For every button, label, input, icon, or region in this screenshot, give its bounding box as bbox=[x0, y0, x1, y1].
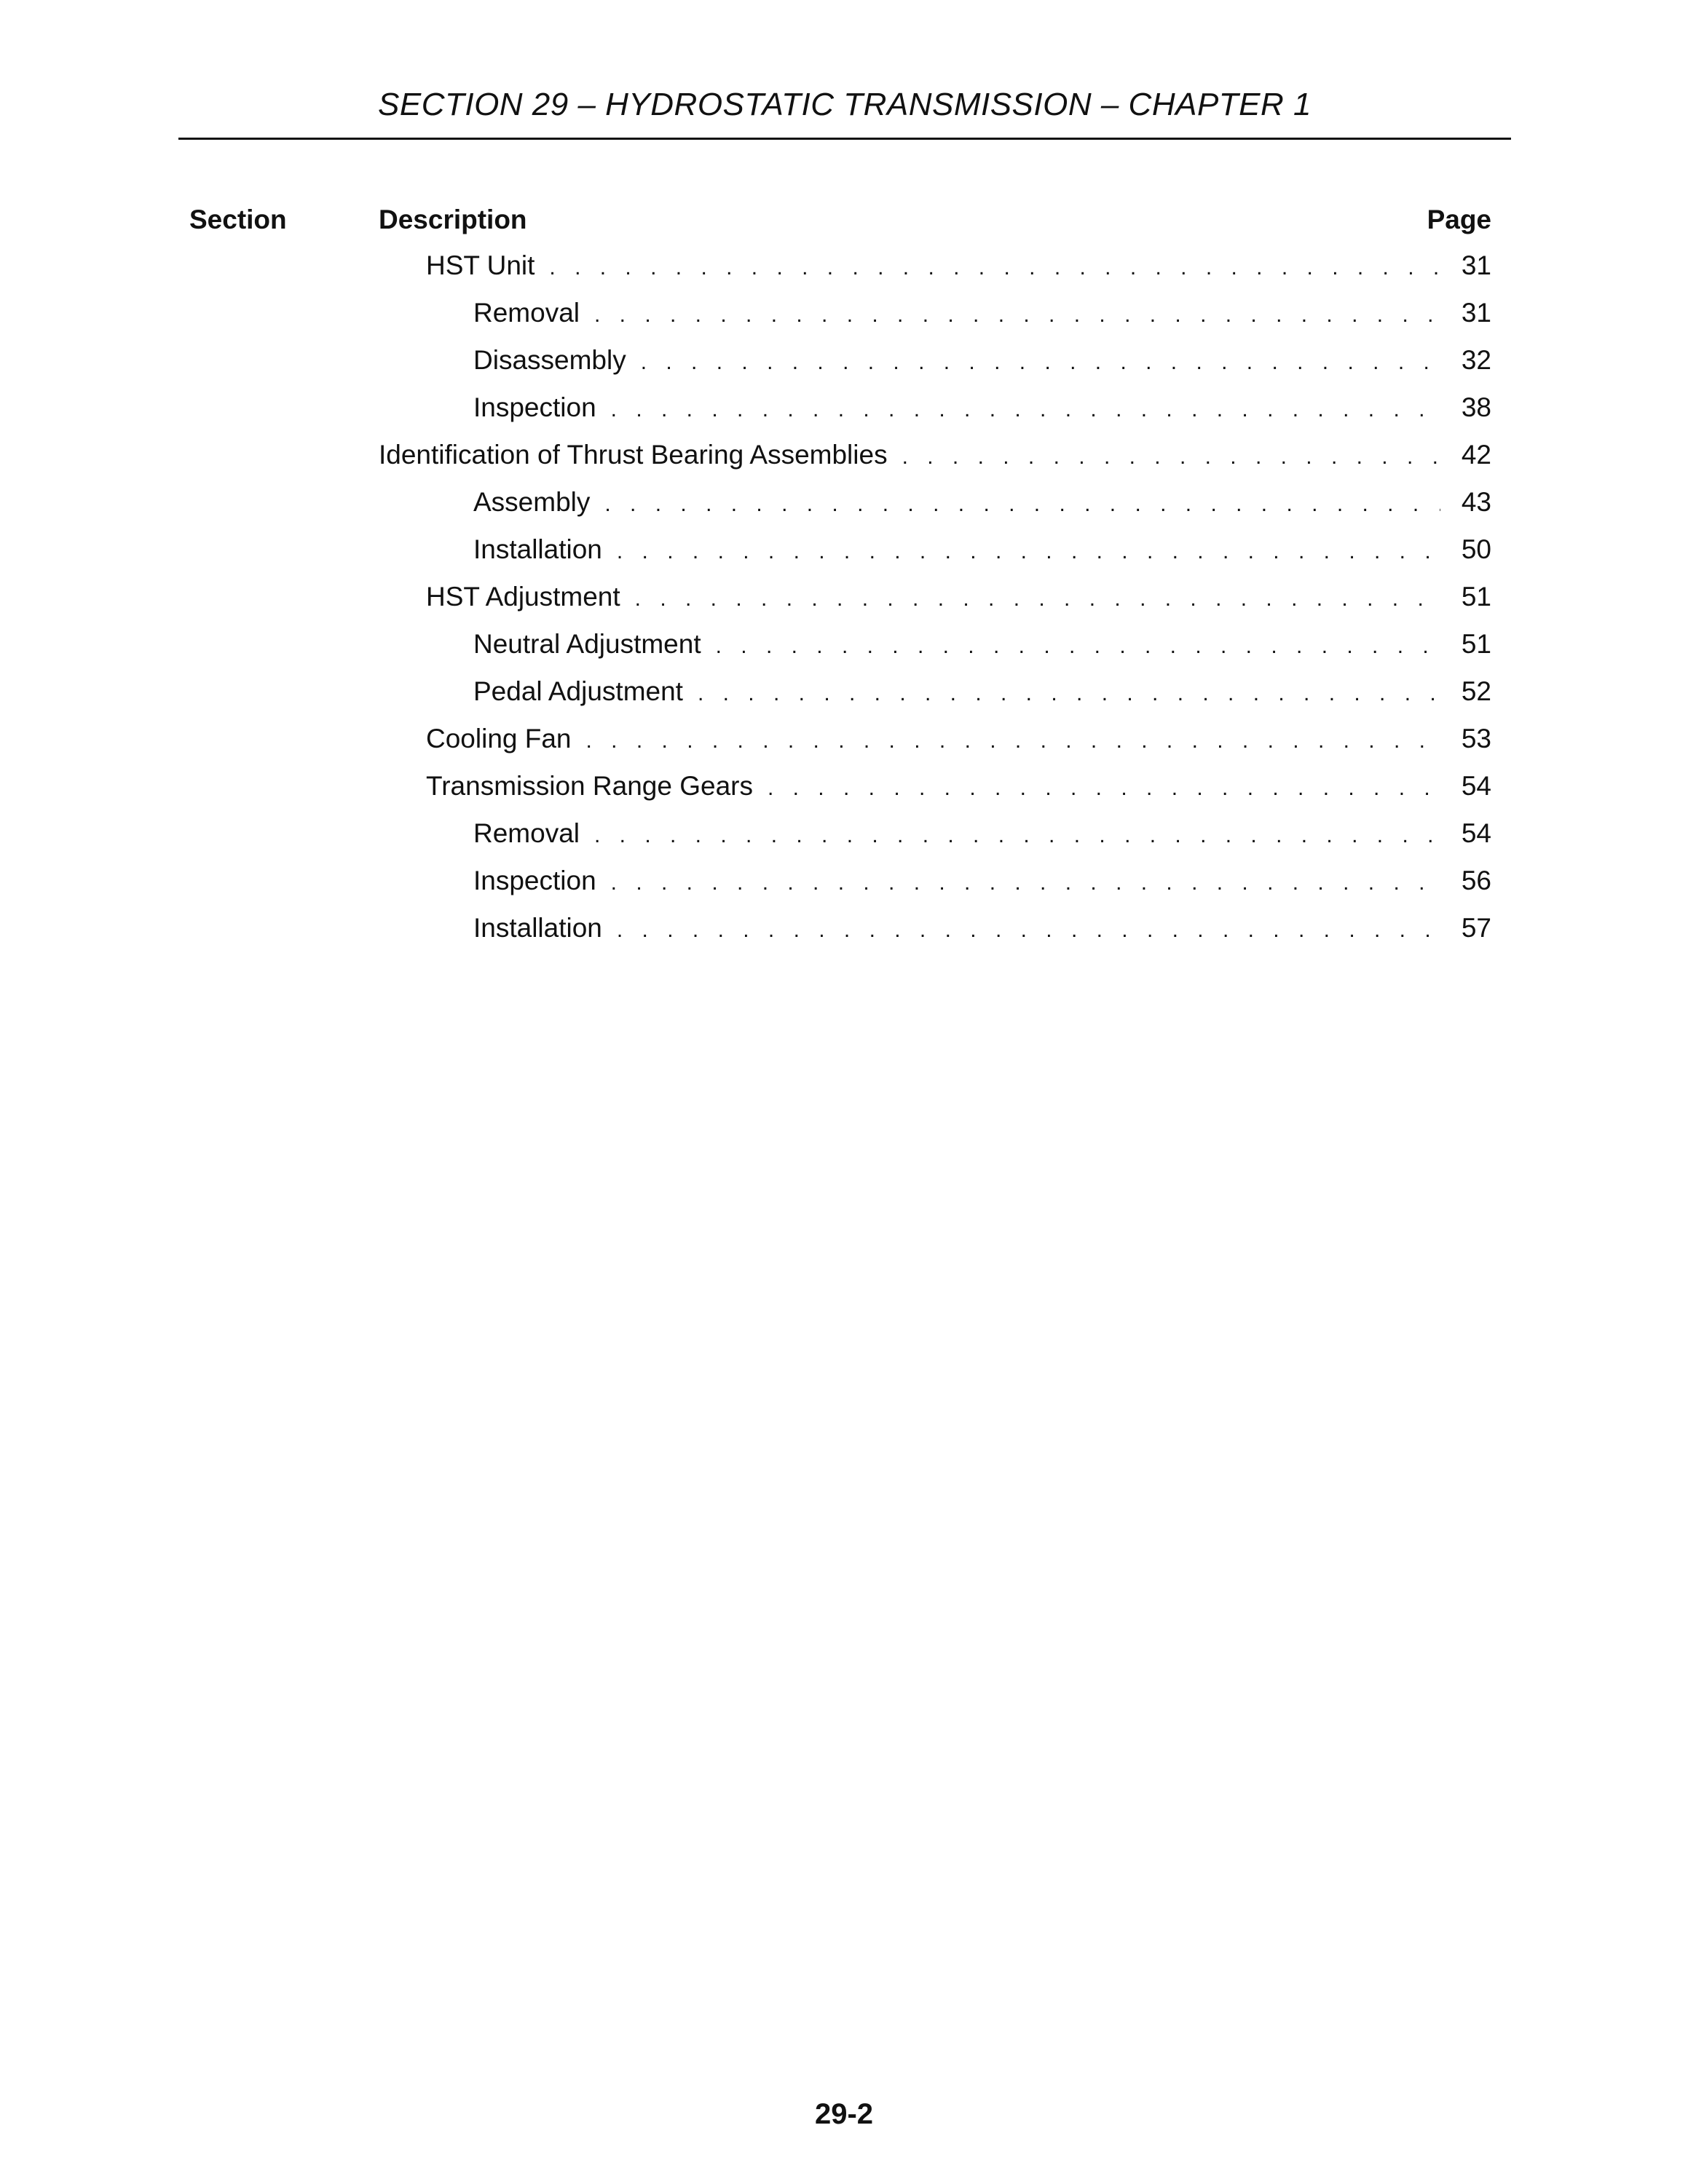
toc-entry-page: 32 bbox=[1461, 345, 1491, 375]
toc-entry[interactable] bbox=[379, 583, 1491, 630]
toc-entry[interactable] bbox=[379, 299, 1491, 347]
toc-entry-page: 31 bbox=[1461, 250, 1491, 280]
toc-entry-page: 54 bbox=[1461, 771, 1491, 801]
header-rule bbox=[178, 138, 1511, 140]
column-header-section: Section bbox=[189, 205, 287, 234]
page-header-title: SECTION 29 – HYDROSTATIC TRANSMISSION – CHAPTER 1 bbox=[378, 87, 1312, 122]
toc-entry-page: 51 bbox=[1461, 582, 1491, 612]
toc-entry-label: Identification of Thrust Bearing Assemblies bbox=[379, 440, 888, 470]
toc-dot-leader bbox=[549, 257, 1440, 279]
toc-entry-page: 50 bbox=[1461, 534, 1491, 564]
toc-entry[interactable] bbox=[379, 252, 1491, 299]
toc-entry[interactable] bbox=[379, 725, 1491, 772]
toc-entry-page: 42 bbox=[1461, 440, 1491, 470]
page-number: 29-2 bbox=[814, 2098, 874, 2130]
toc-dot-leader bbox=[617, 541, 1440, 563]
toc-entry-label: Cooling Fan bbox=[426, 724, 572, 753]
toc-dot-leader bbox=[586, 730, 1440, 752]
column-header-page: Page bbox=[1427, 205, 1491, 234]
toc-entry-page: 57 bbox=[1461, 913, 1491, 943]
toc-entry-label: Inspection bbox=[473, 392, 596, 422]
toc-dot-leader bbox=[902, 446, 1440, 468]
toc-entry-label: Installation bbox=[473, 534, 602, 564]
toc-entry-page: 43 bbox=[1461, 487, 1491, 517]
toc-entry-label: Removal bbox=[473, 298, 580, 328]
toc-entry-label: HST Adjustment bbox=[426, 582, 620, 612]
toc-entry[interactable] bbox=[379, 678, 1491, 725]
toc-entry-label: Installation bbox=[473, 913, 602, 943]
toc-entry-page: 52 bbox=[1461, 676, 1491, 706]
toc-entry-label: Pedal Adjustment bbox=[473, 676, 683, 706]
toc-dot-leader bbox=[716, 636, 1440, 657]
toc-dot-leader bbox=[611, 872, 1440, 894]
toc-dot-leader bbox=[635, 588, 1440, 610]
toc-entry-page: 54 bbox=[1461, 818, 1491, 848]
toc-entry-label: Removal bbox=[473, 818, 580, 848]
toc-entry-label: Transmission Range Gears bbox=[426, 771, 753, 801]
toc-entry-page: 31 bbox=[1461, 298, 1491, 328]
toc-entry-page: 53 bbox=[1461, 724, 1491, 753]
toc-entry[interactable] bbox=[379, 347, 1491, 394]
toc-entry[interactable] bbox=[379, 488, 1491, 536]
toc-dot-leader bbox=[611, 399, 1440, 421]
toc-dot-leader bbox=[594, 825, 1440, 847]
toc-entry-label: Inspection bbox=[473, 866, 596, 895]
toc-entry[interactable] bbox=[379, 867, 1491, 914]
toc-entry-label: Assembly bbox=[473, 487, 591, 517]
toc-list bbox=[379, 252, 1491, 962]
column-header-description: Description bbox=[379, 205, 527, 234]
toc-dot-leader bbox=[698, 683, 1440, 705]
toc-entry[interactable] bbox=[379, 630, 1491, 678]
toc-entry[interactable] bbox=[379, 772, 1491, 820]
toc-entry[interactable] bbox=[379, 441, 1491, 488]
toc-entry[interactable] bbox=[379, 820, 1491, 867]
toc-entry-label: Neutral Adjustment bbox=[473, 629, 701, 659]
toc-entry-label: HST Unit bbox=[426, 250, 535, 280]
toc-dot-leader bbox=[768, 778, 1440, 799]
toc-entry[interactable] bbox=[379, 914, 1491, 962]
toc-entry-page: 51 bbox=[1461, 629, 1491, 659]
toc-entry-page: 56 bbox=[1461, 866, 1491, 895]
toc-entry[interactable] bbox=[379, 536, 1491, 583]
toc-entry-label: Disassembly bbox=[473, 345, 626, 375]
toc-dot-leader bbox=[641, 352, 1440, 373]
toc-dot-leader bbox=[617, 919, 1440, 941]
toc-entry-page: 38 bbox=[1461, 392, 1491, 422]
toc-dot-leader bbox=[594, 304, 1440, 326]
toc-dot-leader bbox=[604, 494, 1440, 515]
toc-entry[interactable] bbox=[379, 394, 1491, 441]
